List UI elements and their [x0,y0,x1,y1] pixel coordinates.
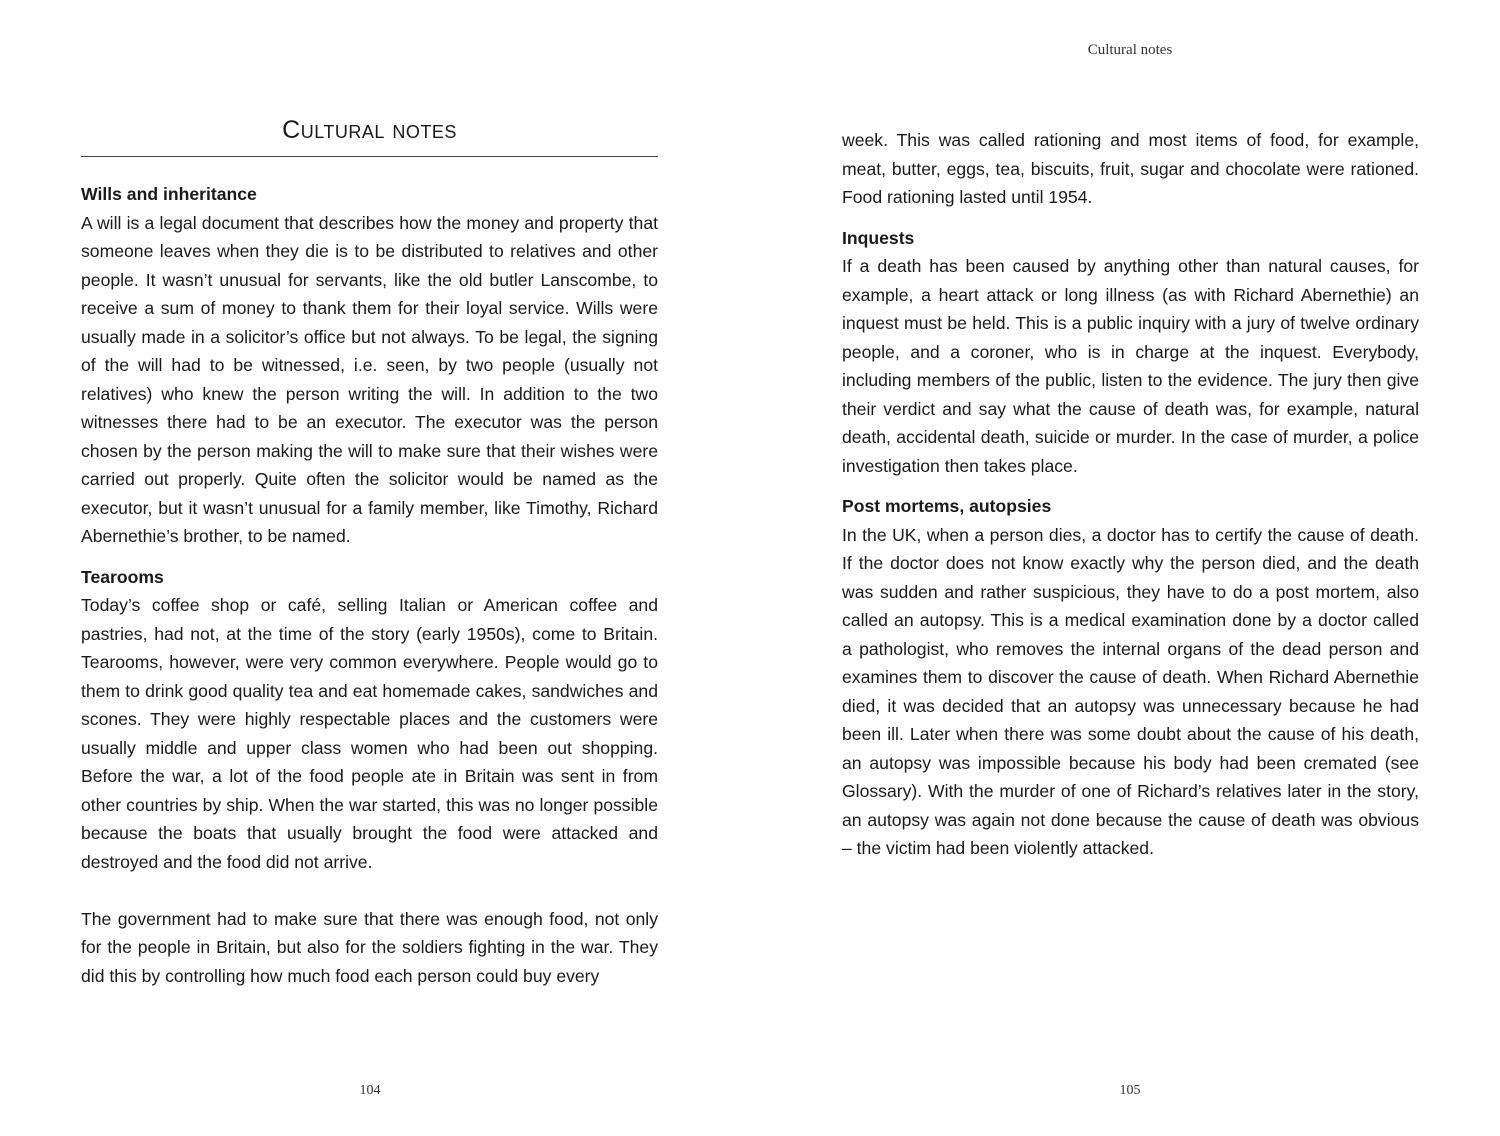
body-paragraph: week. This was called rationing and most items of food, for example, meat, butter, eggs, tea, biscuits, fruit, sugar and chocolate were rationed. Food rationing lasted until 1954. [842,130,1419,207]
running-head: Cultural notes [1087,42,1173,58]
body-paragraph: In the UK, when a person dies, a doctor has to certify the cause of death. If the doctor does not know exactly why the person died, and the death was sudden and rather suspicious, they have to do a post mortem, also called an autopsy. This is a medical examination done by a doctor called a pathologist, who removes the internal organs of the dead person and examines them to discover the cause of death. When Richard Abernethie died, it was decided that an autopsy was unnecessary because he had been ill. Later when there was some doubt about the cause of his death, an autopsy was impossible because his body had been cremated (see Glossary). With the murder of one of Richard’s relatives later in the story, an autopsy was again not done because the cause of death was obvious – the victim had been violently attacked. [842,524,1419,858]
section-continuation [842,126,1419,212]
section-heading: Inquests [842,227,915,248]
page-number: 104 [359,1083,381,1098]
right-page [750,0,1500,1136]
section-heading: Tearooms [81,566,164,587]
paragraph-gap [81,876,658,905]
section-heading: Post mortems, autopsies [842,496,1052,516]
chapter-title: Cultural notes [282,116,457,144]
section-post-mortems-autopsies [842,492,1419,863]
left-column [81,180,658,1002]
right-column [842,126,1419,875]
page-number: 105 [1119,1083,1141,1098]
body-paragraph: The government had to make sure that there was enough food, not only for the people in Britain, but also for the soldiers fighting in the war. They did this by controlling how much food each person could buy every [81,908,658,986]
title-rule [81,156,658,157]
section-tearooms [81,563,658,991]
body-paragraph: A will is a legal document that describes how the money and property that someone leaves when they die is to be distributed to relatives and other people. It wasn’t unusual for servants, like the old butler Lanscombe, to receive a sum of money to thank them for their loyal service. Wills were usually made in a solicitor’s office but not always. To be legal, the signing of the will had to be witnessed, i.e. seen, by two people (usually not relatives) who knew the person writing the will. In addition to the two witnesses there had to be an executor. The executor was the person chosen by the person making the will to make sure that their wishes were carried out properly. Quite often the solicitor would be named as the executor, but it wasn’t unusual for a family member, like Timothy, Richard Abernethie’s brother, to be named. [81,212,658,546]
section-inquests [842,224,1419,481]
body-paragraph: Today’s coffee shop or café, selling Italian or American coffee and pastries, had not, at the time of the story (early 1950s), come to Britain. Tearooms, however, were very common everywhere. People would go to them to drink good quality tea and eat homemade cakes, sandwiches and scones. They were highly respectable places and the customers were usually middle and upper class women who had been out shopping. Before the war, a lot of the food people ate in Britain was sent in from other countries by ship. When the war started, this was no longer possible because the boats that usually brought the food were attacked and destroyed and the food did not arrive. [81,595,658,872]
body-paragraph: If a death has been caused by anything other than natural causes, for example, a heart attack or long illness (as with Richard Abernethie) an inquest must be held. This is a public inquiry with a jury of twelve ordinary people, and a coroner, who is in charge at the inquest. Everybody, including members of the public, listen to the evidence. The jury then give their verdict and say what the cause of death was, for example, natural death, accidental death, suicide or murder. In the case of murder, a police investigation then takes place. [842,256,1419,476]
section-heading: Wills and inheritance [81,184,257,204]
section-wills-and-inheritance [81,180,658,551]
